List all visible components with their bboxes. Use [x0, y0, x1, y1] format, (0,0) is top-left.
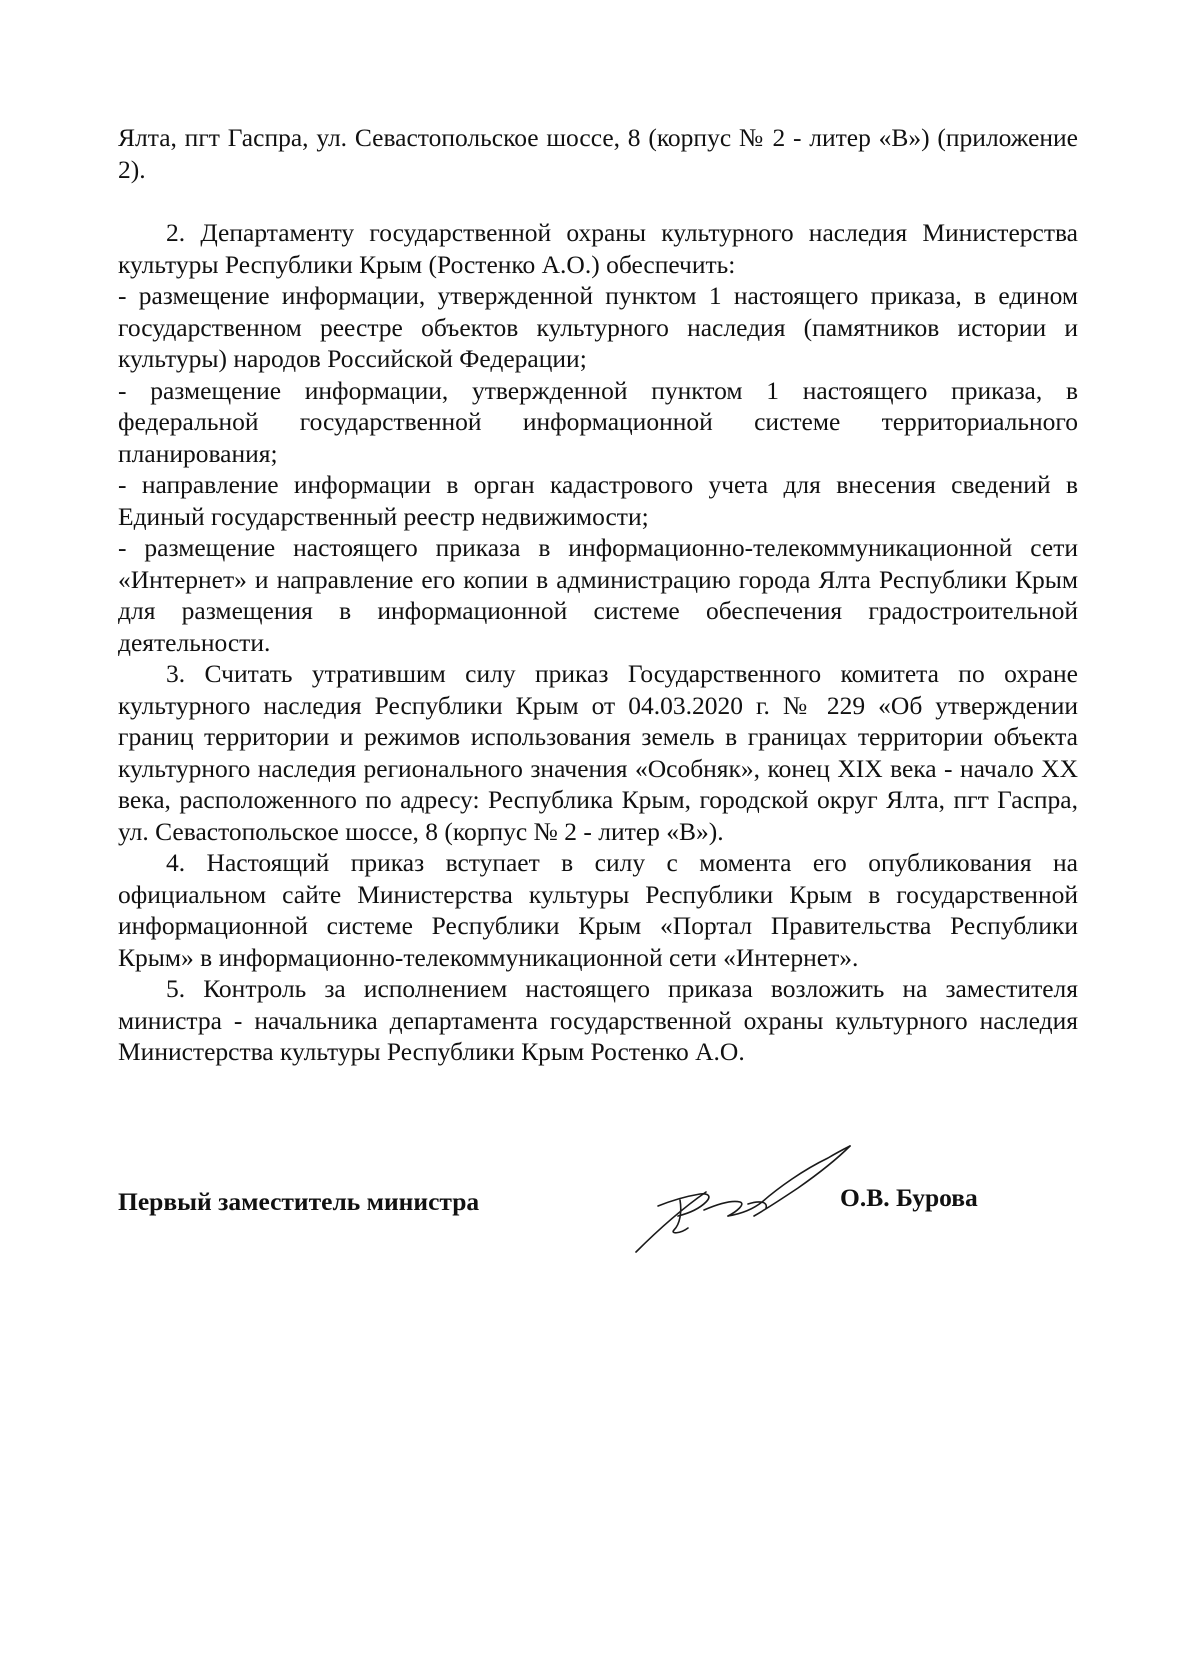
paragraph-item-3: 3. Считать утратившим силу приказ Государственного комитета по охране культурного наследия Республики Крым от 04.03.2020 г. № 229 «Об утверждении границ территории и режимов использования земель в границах территории объекта культурного наследия регионального значения «Особняк», конец XIX века - начало XX века, расположенного по адресу: Республика Крым, городской округ Ялта, пгт Гаспра, ул. Севастопольское шоссе, 8 (корпус № 2 - литер «В»). [118, 659, 1078, 846]
paragraph-bullet-registry: - размещение информации, утвержденной пунктом 1 настоящего приказа, в едином государственном реестре объектов культурного наследия (памятников истории и культуры) народов Российской Федерации; [118, 281, 1078, 373]
signature-block [118, 1138, 1078, 1258]
paragraph-bullet-planning-system: - размещение информации, утвержденной пунктом 1 настоящего приказа, в федеральной государственной информационной системе территориального планирования; [118, 375, 1078, 468]
signatory-name: О.В. Бурова [840, 1183, 978, 1212]
paragraph-item-2: 2. Департаменту государственной охраны культурного наследия Министерства культуры Республики Крым (Ростенко А.О.) обеспечить: [118, 218, 1078, 279]
paragraph-address-continuation: Ялта, пгт Гаспра, ул. Севастопольское шоссе, 8 (корпус № 2 - литер «В») (приложение 2). [118, 123, 1078, 184]
signatory-position: Первый заместитель министра [118, 1187, 480, 1216]
paragraph-bullet-internet: - размещение настоящего приказа в информационно-телекоммуникационной сети «Интернет» и направление его копии в администрацию города Ялта Республики Крым для размещения в информационной системе обеспечения градостроительной деятельности. [118, 533, 1078, 657]
paragraph-item-5: 5. Контроль за исполнением настоящего приказа возложить на заместителя министра - начальника департамента государственной охраны культурного наследия Министерства культуры Республики Крым Ростенко А.О. [118, 974, 1078, 1066]
paragraph-bullet-cadastral: - направление информации в орган кадастрового учета для внесения сведений в Единый государственный реестр недвижимости; [118, 470, 1078, 531]
paragraph-item-4: 4. Настоящий приказ вступает в силу с момента его опубликования на официальном сайте Министерства культуры Республики Крым в государственной информационной системе Республики Крым «Портал Правительства Республики Крым» в информационно-телекоммуникационной сети «Интернет». [118, 848, 1078, 972]
document-body [118, 122, 1078, 1068]
